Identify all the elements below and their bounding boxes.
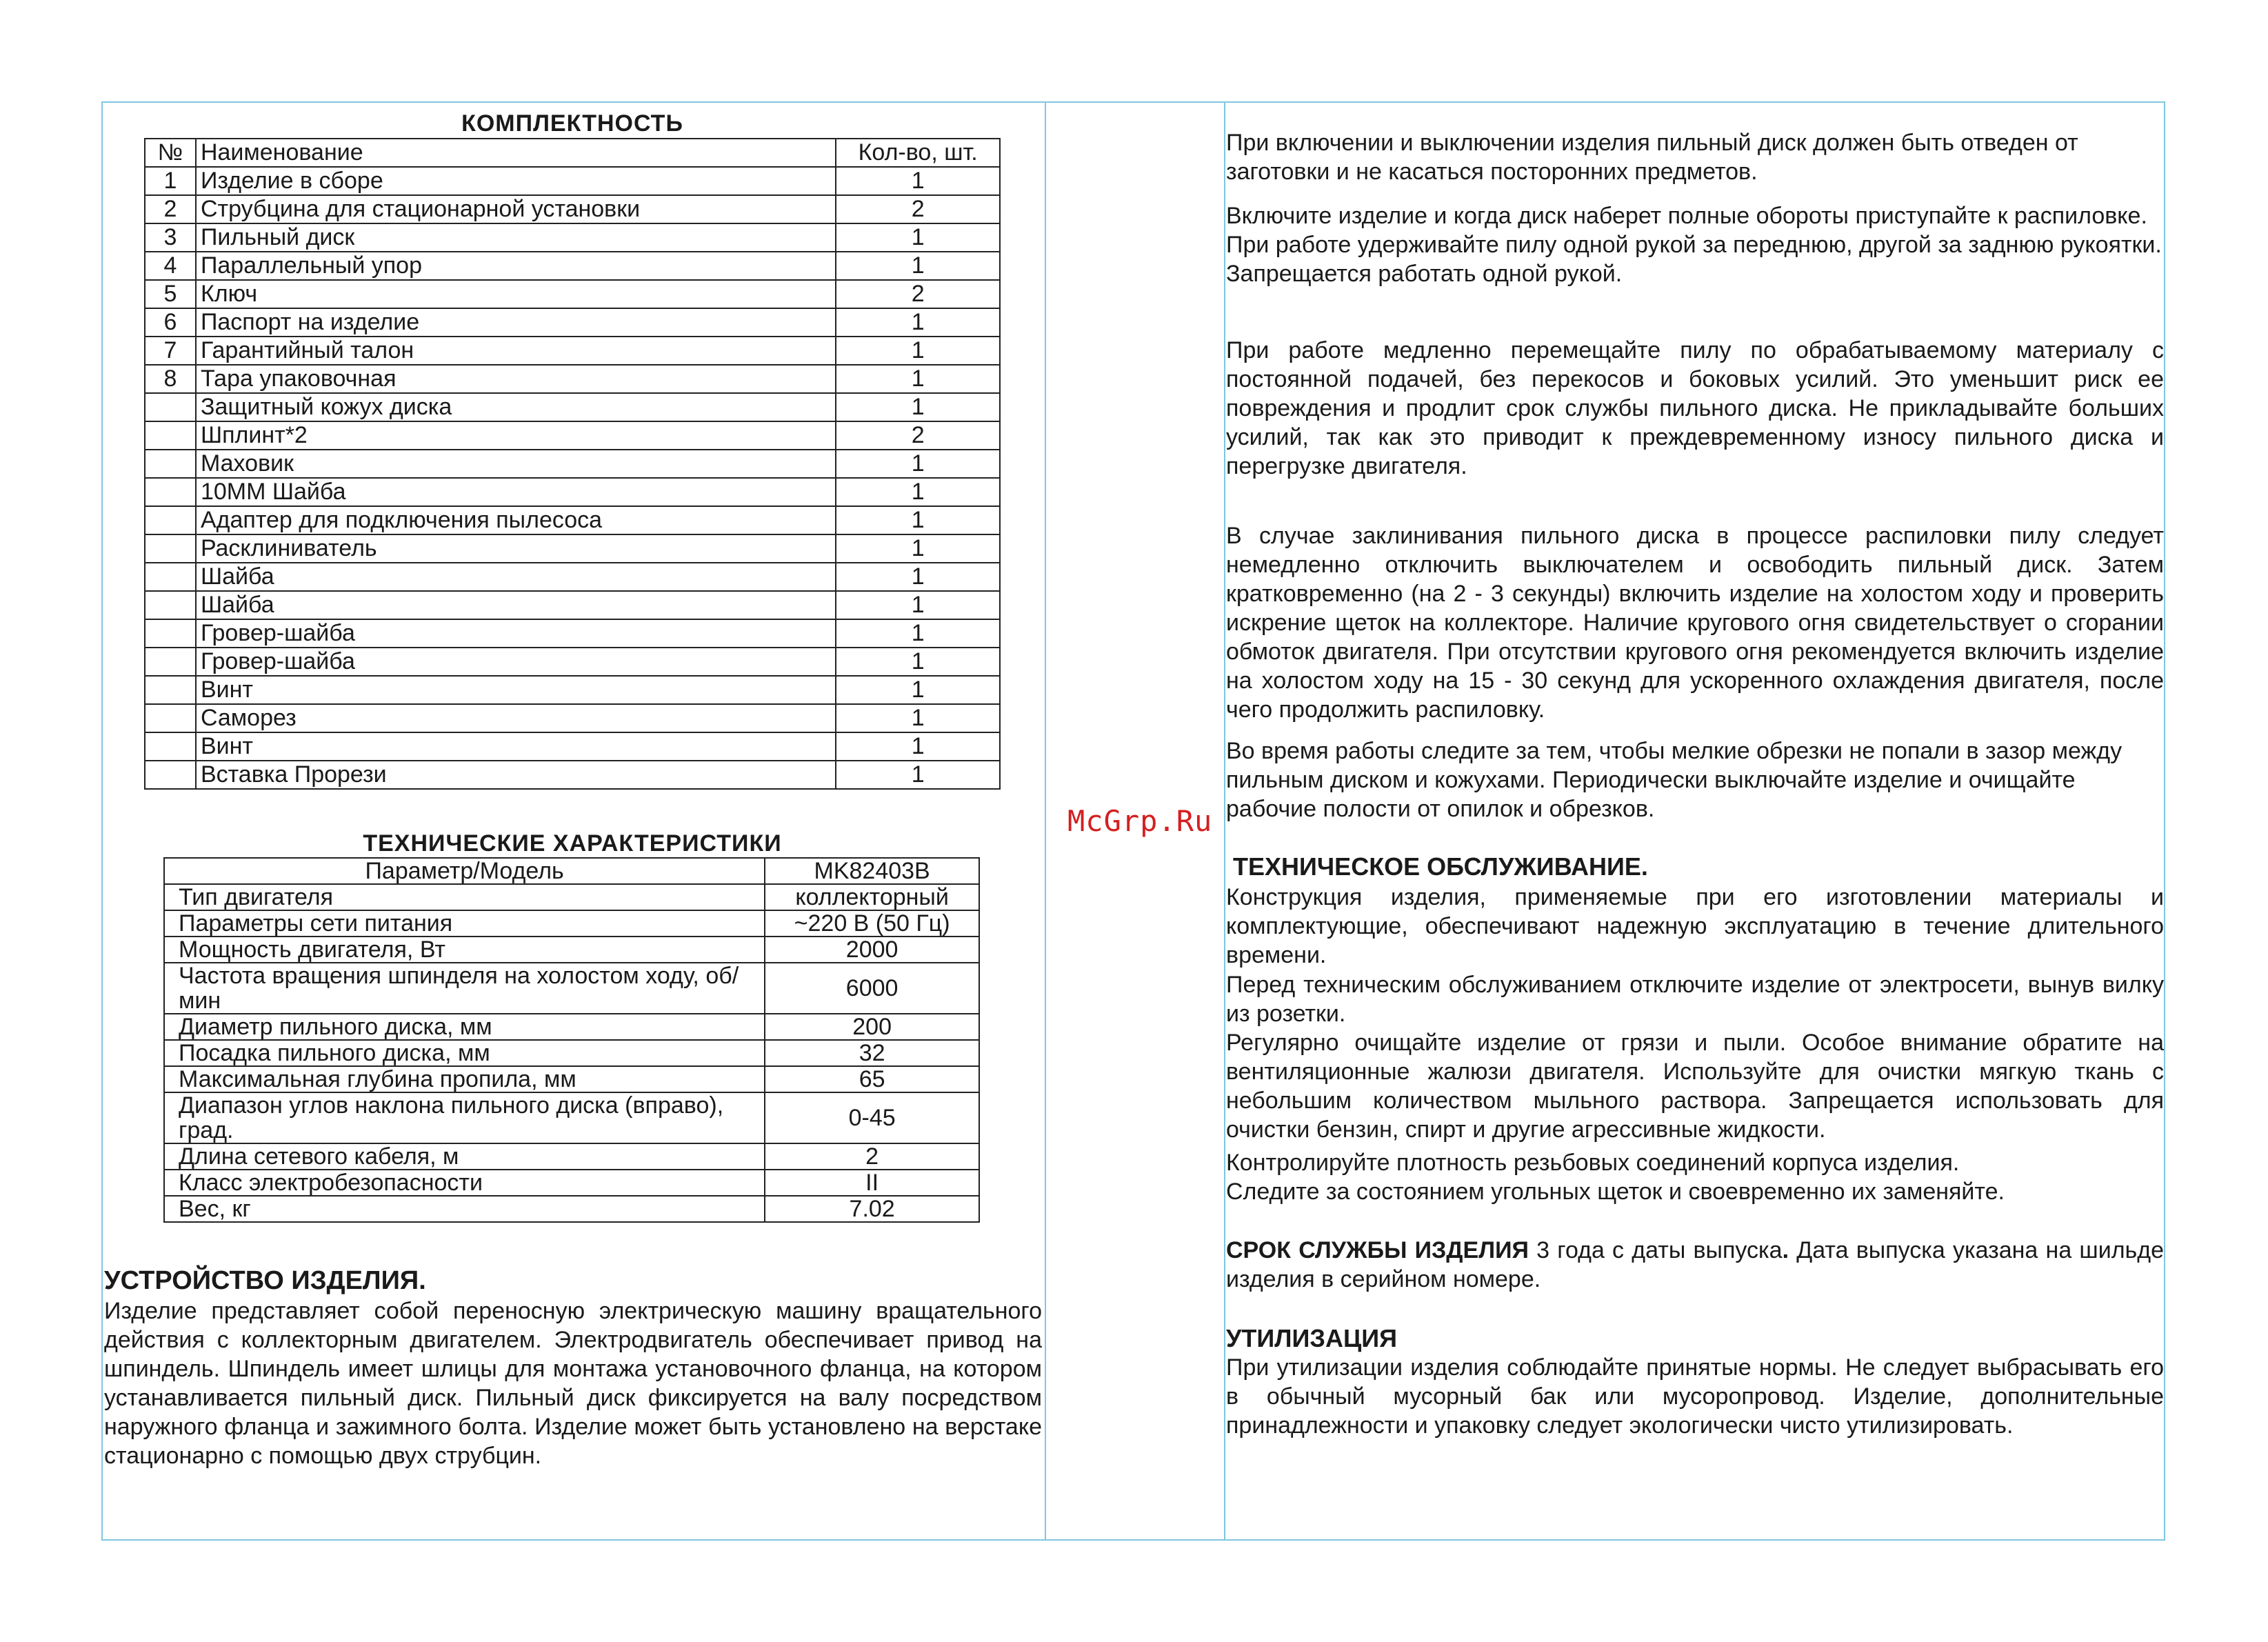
kit-cell-name: Маховик (196, 450, 836, 478)
kit-cell-name: Ключ (196, 280, 836, 308)
kit-cell-name: Шплинт*2 (196, 421, 836, 450)
specs-cell-value: 0-45 (765, 1092, 979, 1143)
kit-cell-name: Шайба (196, 563, 836, 591)
kit-row (145, 648, 1000, 676)
kit-row (145, 591, 1000, 619)
specs-cell-value: 2000 (765, 937, 979, 963)
kit-header-qty: Кол-во, шт. (836, 139, 1000, 167)
specs-row (164, 1143, 979, 1170)
kit-row (145, 393, 1000, 421)
kit-cell-qty: 1 (836, 223, 1000, 252)
kit-row (145, 506, 1000, 534)
specs-row (164, 1170, 979, 1196)
disposal-heading: УТИЛИЗАЦИЯ (1226, 1324, 1397, 1352)
kit-row (145, 732, 1000, 761)
maintenance-p5: Следите за состоянием угольных щеток и своевременно их заменяйте. (1226, 1179, 2005, 1205)
kit-cell-qty: 1 (836, 167, 1000, 195)
device-text: Изделие представляет собой переносную электрическую машину вращательного действия с коллекторным двигателем. Электродвигатель обеспечивает привод на шпиндель. Шпиндель имеет шлицы для монтажа установочного фланца, на котором устанавливается пильный диск. Пильный диск фиксируется на валу посредством наружного фланца и зажимного болта. Изделие может быть установлено на верстаке стационарно с помощью двух струбцин. (104, 1298, 1042, 1469)
specs-cell-parameter: Посадка пильного диска, мм (164, 1040, 765, 1066)
kit-cell-number (145, 478, 196, 506)
kit-cell-number (145, 506, 196, 534)
kit-table (144, 138, 1001, 790)
specs-cell-parameter: Максимальная глубина пропила, мм (164, 1066, 765, 1092)
specs-cell-value: коллекторный (765, 884, 979, 910)
kit-cell-number (145, 534, 196, 563)
specs-cell-parameter: Длина сетевого кабеля, м (164, 1143, 765, 1170)
specs-cell-value: 7.02 (765, 1196, 979, 1222)
kit-cell-qty: 1 (836, 676, 1000, 704)
specs-cell-parameter: Мощность двигателя, Вт (164, 937, 765, 963)
kit-cell-qty: 1 (836, 619, 1000, 648)
specs-cell-value: 32 (765, 1040, 979, 1066)
kit-cell-name: Струбцина для стационарной установки (196, 195, 836, 223)
kit-cell-qty: 1 (836, 704, 1000, 732)
kit-cell-number: 6 (145, 308, 196, 337)
kit-row (145, 252, 1000, 280)
specs-header-parameter: Параметр/Модель (164, 858, 765, 884)
kit-row (145, 195, 1000, 223)
service-life (1226, 1236, 2164, 1294)
kit-cell-number: 4 (145, 252, 196, 280)
kit-cell-number: 5 (145, 280, 196, 308)
kit-cell-number: 1 (145, 167, 196, 195)
specs-cell-parameter: Вес, кг (164, 1196, 765, 1222)
kit-cell-name: Гарантийный талон (196, 337, 836, 365)
kit-row (145, 337, 1000, 365)
kit-cell-qty: 1 (836, 393, 1000, 421)
kit-cell-name: Саморез (196, 704, 836, 732)
kit-cell-name: Защитный кожух диска (196, 393, 836, 421)
kit-cell-number: 8 (145, 365, 196, 393)
specs-cell-parameter: Тип двигателя (164, 884, 765, 910)
kit-cell-qty: 1 (836, 732, 1000, 761)
service-life-text: Дата выпуска указана на шильде изделия в серийном номере. (1226, 1237, 2165, 1292)
para-debris: Во время работы следите за тем, чтобы мелкие обрезки не попали в зазор между пильным диском и кожухами. Периодически выключайте изделие и очищайте рабочие полости от опилок и обрезков. (1226, 738, 2123, 822)
kit-cell-qty: 2 (836, 195, 1000, 223)
kit-title: КОМПЛЕКТНОСТЬ (461, 110, 683, 137)
kit-cell-name: Пильный диск (196, 223, 836, 252)
kit-cell-number (145, 393, 196, 421)
kit-row (145, 619, 1000, 648)
specs-cell-value: II (765, 1170, 979, 1196)
kit-cell-number: 2 (145, 195, 196, 223)
kit-cell-number (145, 676, 196, 704)
kit-cell-qty: 1 (836, 648, 1000, 676)
kit-cell-number (145, 619, 196, 648)
maintenance-p3: Регулярно очищайте изделие от грязи и пыли. Особое внимание обратите на вентиляционные жалюзи двигателя. Используйте для очистки мягкую ткань с небольшим количеством мыльного раствора. Запрещается использовать для очистки бензин, спирт и другие агрессивные жидкости. (1226, 1030, 2164, 1143)
specs-cell-parameter: Класс электробезопасности (164, 1170, 765, 1196)
column-divider-right (1224, 101, 1225, 1541)
maintenance-p4: Контролируйте плотность резьбовых соединений корпуса изделия. (1226, 1150, 1960, 1176)
specs-cell-parameter: Диаметр пильного диска, мм (164, 1014, 765, 1040)
kit-cell-qty: 1 (836, 534, 1000, 563)
kit-cell-number: 3 (145, 223, 196, 252)
specs-row (164, 910, 979, 937)
specs-row (164, 1196, 979, 1222)
kit-cell-name: Тара упаковочная (196, 365, 836, 393)
specs-row (164, 937, 979, 963)
device-heading: УСТРОЙСТВО ИЗДЕЛИЯ. (104, 1266, 426, 1295)
kit-row (145, 365, 1000, 393)
specs-row (164, 1092, 979, 1143)
kit-cell-qty: 1 (836, 365, 1000, 393)
kit-header-row (145, 139, 1000, 167)
specs-title: ТЕХНИЧЕСКИЕ ХАРАКТЕРИСТИКИ (363, 830, 782, 857)
specs-row (164, 1040, 979, 1066)
kit-cell-number (145, 732, 196, 761)
kit-cell-qty: 1 (836, 252, 1000, 280)
specs-cell-value: 2 (765, 1143, 979, 1170)
kit-cell-number (145, 704, 196, 732)
specs-row (164, 1066, 979, 1092)
kit-cell-name: Паспорт на изделие (196, 308, 836, 337)
kit-cell-qty: 1 (836, 563, 1000, 591)
kit-cell-number (145, 450, 196, 478)
kit-cell-name: Адаптер для подключения пылесоса (196, 506, 836, 534)
para-switching: При включении и выключении изделия пильный диск должен быть отведен от заготовки и не касаться посторонних предметов. (1226, 130, 2078, 185)
column-divider-left (1045, 101, 1046, 1541)
kit-cell-name: Винт (196, 676, 836, 704)
kit-cell-number (145, 563, 196, 591)
kit-cell-number (145, 648, 196, 676)
kit-cell-name: Гровер-шайба (196, 619, 836, 648)
specs-cell-parameter: Частота вращения шпинделя на холостом ходу, об/мин (164, 963, 765, 1014)
specs-table (163, 857, 980, 1223)
specs-cell-value: ~220 В (50 Гц) (765, 910, 979, 937)
kit-cell-qty: 2 (836, 421, 1000, 450)
kit-cell-qty: 1 (836, 591, 1000, 619)
specs-row (164, 963, 979, 1014)
para-jamming: В случае заклинивания пильного диска в процессе распиловки пилу следует немедленно отключить выключателем и освободить пильный диск. Затем кратковременно (на 2 - 3 секунды) включить изделие на холостом ходу и проверить искрение щеток на коллекторе. Наличие кругового огня свидетельствует о сгорании обмоток двигателя. При отсутствии кругового огня рекомендуется включить изделие на холостом ходу на 15 - 30 секунд для ускоренного охлаждения двигателя, после чего продолжить распиловку. (1226, 523, 2164, 723)
kit-row (145, 167, 1000, 195)
kit-cell-number (145, 591, 196, 619)
para-feed: При работе медленно перемещайте пилу по обрабатываемому материалу с постоянной подачей, без перекосов и боковых усилий. Это уменьшит риск ее повреждения и продлит срок службы пильного диска. Не прикладывайте больших усилий, так как это приводит к преждевременному износу пильного диска и перегрузке двигателя. (1226, 337, 2164, 479)
specs-row (164, 884, 979, 910)
service-life-dot: . (1782, 1237, 1789, 1263)
kit-row (145, 676, 1000, 704)
kit-row (145, 563, 1000, 591)
kit-cell-name: Гровер-шайба (196, 648, 836, 676)
kit-row (145, 478, 1000, 506)
maintenance-p1: Конструкция изделия, применяемые при его изготовлении материалы и комплектующие, обеспечивают надежную эксплуатацию в течение длительного времени. (1226, 884, 2164, 968)
specs-cell-value: 6000 (765, 963, 979, 1014)
service-life-years: 3 года с даты выпуска (1528, 1237, 1783, 1263)
kit-cell-qty: 1 (836, 506, 1000, 534)
kit-cell-qty: 1 (836, 308, 1000, 337)
specs-cell-parameter: Диапазон углов наклона пильного диска (вправо), град. (164, 1092, 765, 1143)
kit-header-name: Наименование (196, 139, 836, 167)
kit-row (145, 421, 1000, 450)
specs-header-model: MK82403B (765, 858, 979, 884)
kit-cell-qty: 2 (836, 280, 1000, 308)
specs-cell-parameter: Параметры сети питания (164, 910, 765, 937)
specs-row (164, 1014, 979, 1040)
maintenance-p2: Перед техническим обслуживанием отключите изделие от электросети, вынув вилку из розетки. (1226, 972, 2164, 1027)
kit-header-number: № (145, 139, 196, 167)
watermark: McGrp.Ru (1067, 804, 1213, 838)
specs-cell-value: 65 (765, 1066, 979, 1092)
maintenance-heading: ТЕХНИЧЕСКОЕ ОБСЛУЖИВАНИЕ. (1233, 852, 1648, 881)
kit-cell-name: Винт (196, 732, 836, 761)
kit-row (145, 450, 1000, 478)
kit-cell-name: Расклиниватель (196, 534, 836, 563)
kit-cell-number: 7 (145, 337, 196, 365)
kit-cell-number (145, 761, 196, 789)
kit-cell-name: Изделие в сборе (196, 167, 836, 195)
kit-cell-name: Вставка Прорези (196, 761, 836, 789)
para-start: Включите изделие и когда диск наберет полные обороты приступайте к распиловке. При работе удерживайте пилу одной рукой за переднюю, другой за заднюю рукоятки. Запрещается работать одной рукой. (1226, 203, 2162, 287)
kit-cell-number (145, 421, 196, 450)
kit-row (145, 223, 1000, 252)
kit-row (145, 761, 1000, 789)
kit-cell-qty: 1 (836, 337, 1000, 365)
kit-cell-name: Параллельный упор (196, 252, 836, 280)
kit-row (145, 534, 1000, 563)
kit-cell-name: 10ММ Шайба (196, 478, 836, 506)
kit-row (145, 308, 1000, 337)
kit-row (145, 280, 1000, 308)
service-life-heading: СРОК СЛУЖБЫ ИЗДЕЛИЯ (1226, 1237, 1529, 1263)
specs-header-row (164, 858, 979, 884)
kit-row (145, 704, 1000, 732)
kit-cell-qty: 1 (836, 450, 1000, 478)
kit-cell-qty: 1 (836, 761, 1000, 789)
kit-cell-name: Шайба (196, 591, 836, 619)
kit-cell-qty: 1 (836, 478, 1000, 506)
specs-cell-value: 200 (765, 1014, 979, 1040)
disposal-text: При утилизации изделия соблюдайте принятые нормы. Не следует выбрасывать его в обычный мусорный бак или мусоропровод. Изделие, дополнительные принадлежности и упаковку следует экологически чисто утилизировать. (1226, 1354, 2164, 1439)
